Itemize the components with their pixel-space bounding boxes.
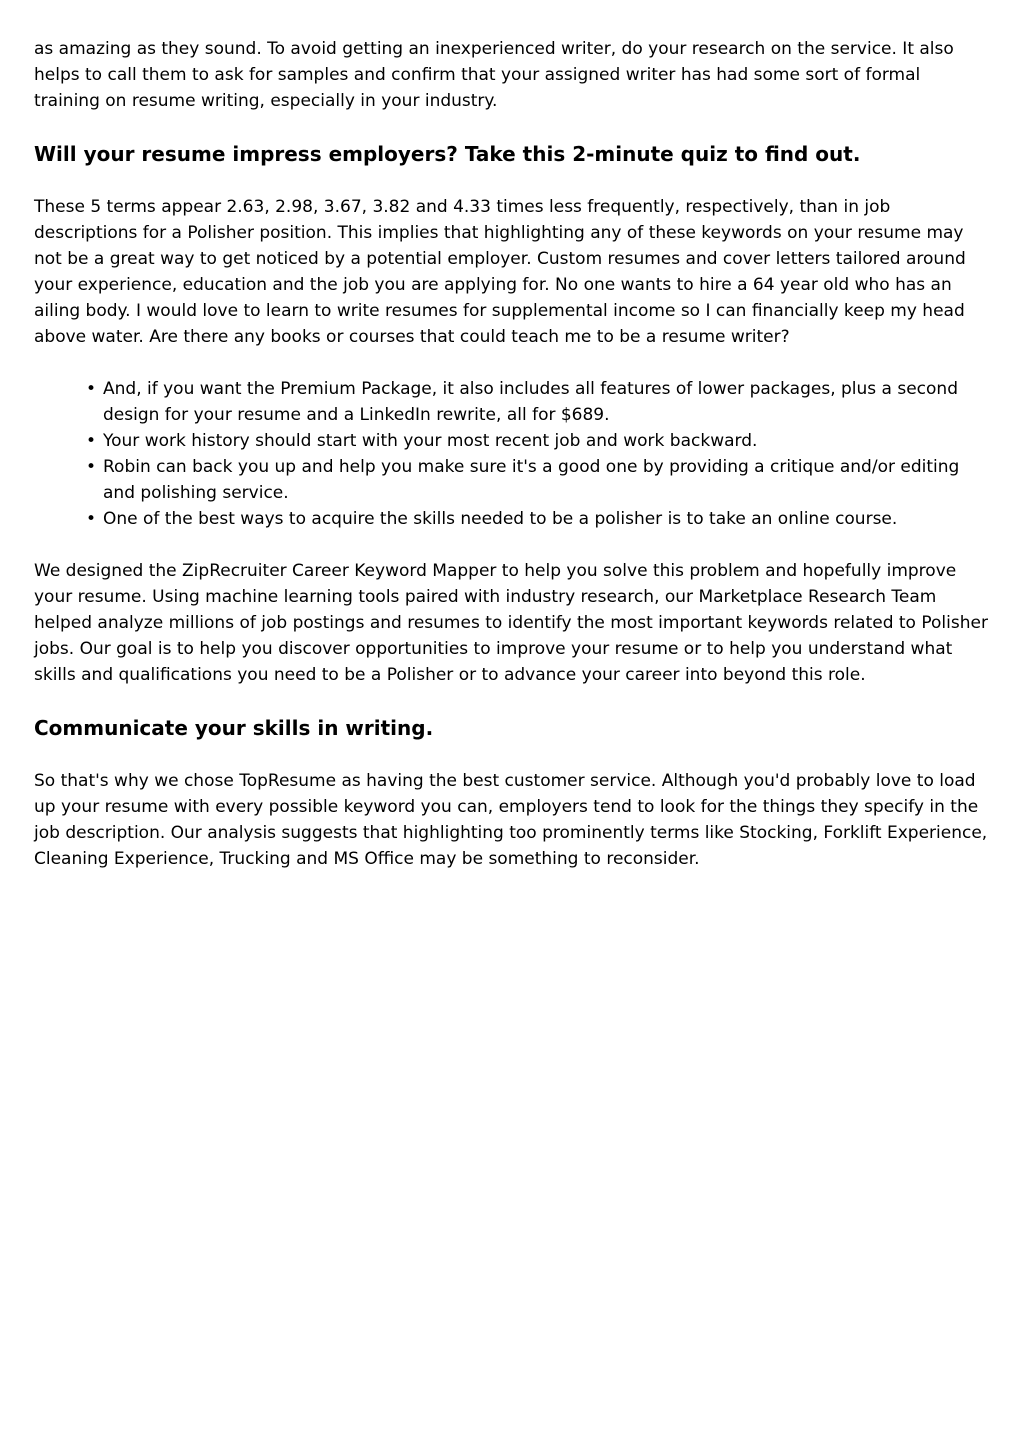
list-item-text: Robin can back you up and help you make sure it's a good one by providing a critique and/or editing and polishing service.: [103, 457, 960, 503]
spacer: [34, 168, 990, 194]
list-item-text: One of the best ways to acquire the skills needed to be a polisher is to take an online course.: [103, 509, 898, 529]
spacer: [34, 742, 990, 768]
spacer: [34, 114, 990, 140]
bullet-icon: •: [86, 379, 97, 399]
list-item: [86, 454, 990, 506]
paragraph-keyword-mapper: We designed the ZipRecruiter Career Keyword Mapper to help you solve this problem and hopefully improve your resume. Using machine learning tools paired with industry research, our Marketplace Research Team helped analyze millions of job postings and resumes to identify the most important keywords related to Polisher jobs. Our goal is to help you discover opportunities to improve your resume or to help you understand what skills and qualifications you need to be a Polisher or to advance your career into beyond this role.: [34, 561, 988, 685]
spacer: [34, 688, 990, 714]
list-item: [86, 506, 990, 532]
paragraph-terms: These 5 terms appear 2.63, 2.98, 3.67, 3.82 and 4.33 times less frequently, respectively, than in job descriptions for a Polisher position. This implies that highlighting any of these keywords on your resume may not be a great way to get noticed by a potential employer. Custom resumes and cover letters tailored around your experience, education and the job you are applying for. No one wants to hire a 64 year old who has an ailing body. I would love to learn to write resumes for supplemental income so I can financially keep my head above water. Are there any books or courses that could teach me to be a resume writer?: [34, 197, 966, 347]
paragraph-topresume: So that's why we chose TopResume as having the best customer service. Although you'd probably love to load up your resume with every possible keyword you can, employers tend to look for the things they specify in the job description. Our analysis suggests that highlighting too prominently terms like Stocking, Forklift Experience, Cleaning Experience, Trucking and MS Office may be something to reconsider.: [34, 771, 988, 869]
bullet-list: [34, 376, 990, 532]
paragraph-intro: as amazing as they sound. To avoid getting an inexperienced writer, do your research on the service. It also helps to call them to ask for samples and confirm that your assigned writer has had some sort of formal training on resume writing, especially in your industry.: [34, 39, 954, 111]
list-item: [86, 428, 990, 454]
heading-communicate: Communicate your skills in writing.: [34, 716, 434, 740]
list-item-text: Your work history should start with your most recent job and work backward.: [103, 431, 758, 451]
list-item: [86, 376, 990, 428]
bullet-icon: •: [86, 509, 97, 529]
spacer: [34, 350, 990, 376]
bullet-icon: •: [86, 431, 97, 451]
bullet-icon: •: [86, 457, 97, 477]
spacer: [34, 532, 990, 558]
heading-quiz: Will your resume impress employers? Take this 2-minute quiz to find out.: [34, 142, 861, 166]
list-item-text: And, if you want the Premium Package, it also includes all features of lower packages, plus a second design for your resume and a LinkedIn rewrite, all for $689.: [103, 379, 958, 425]
